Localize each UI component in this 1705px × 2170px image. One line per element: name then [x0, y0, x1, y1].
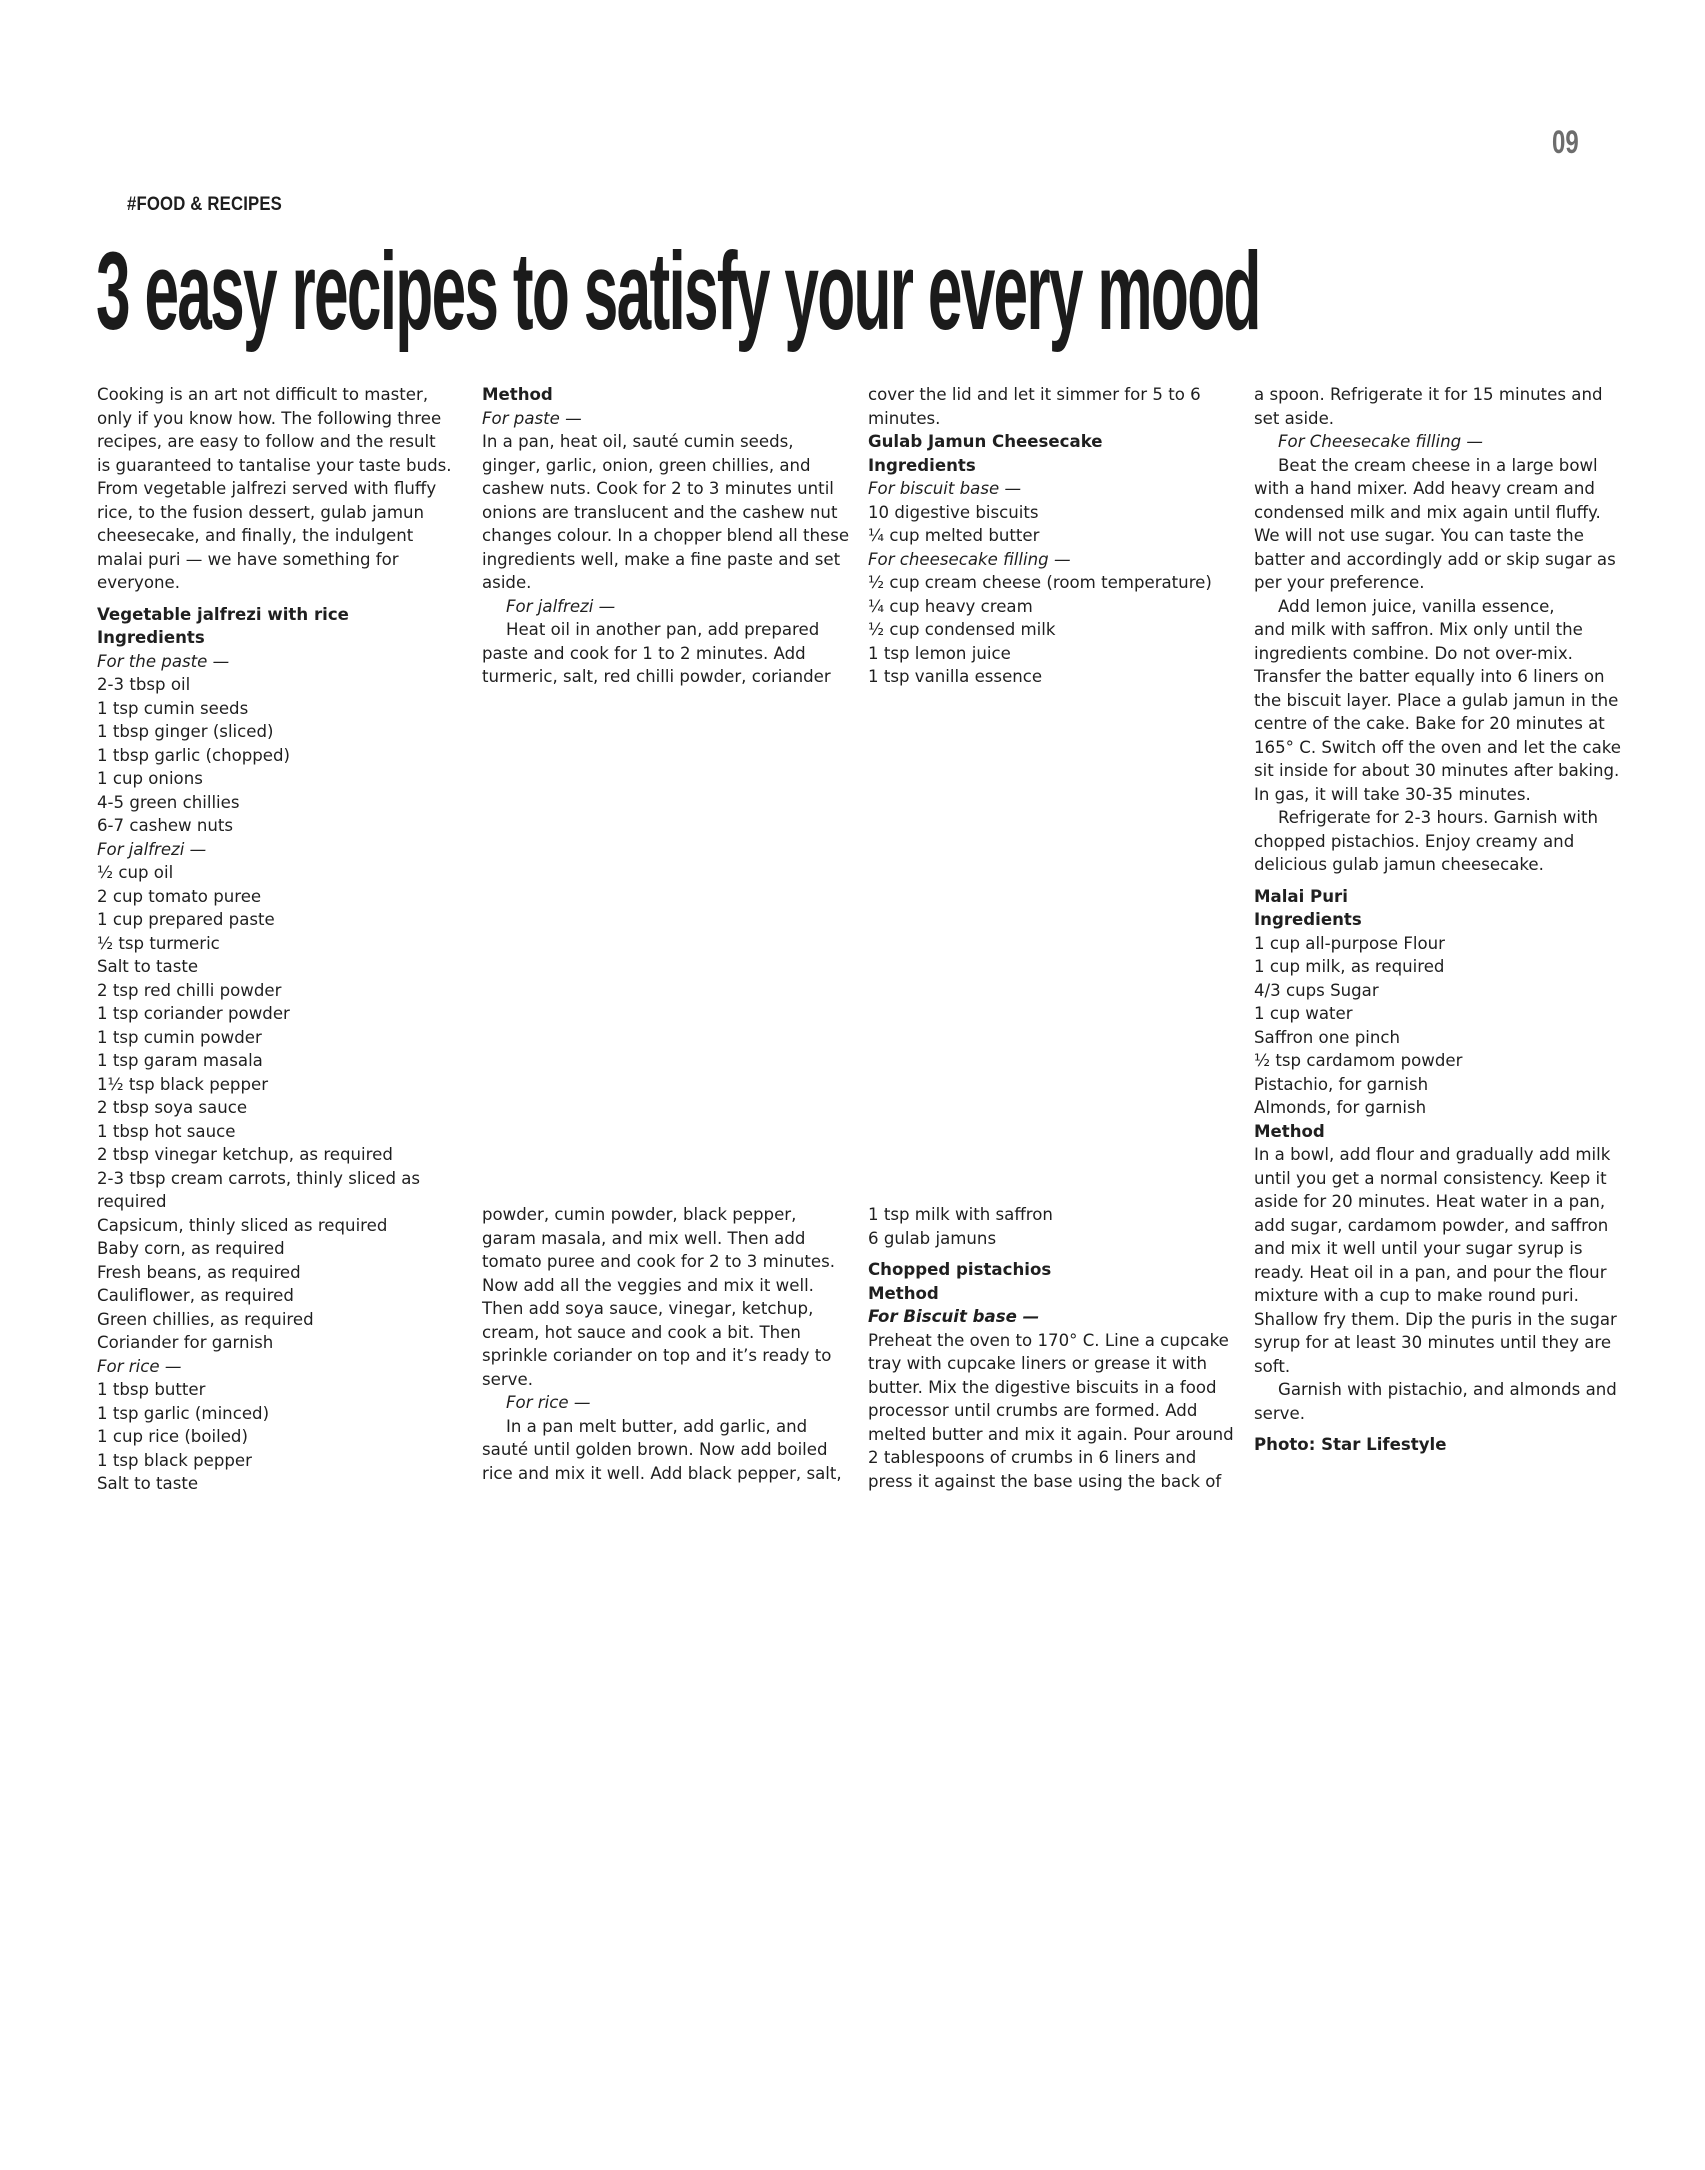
text-line: ingredients well, make a fine paste and set: [482, 549, 841, 569]
column-3-cheesecake-ingredients-top: [868, 383, 1238, 689]
text-line: 4/3 cups Sugar: [1254, 980, 1379, 1000]
text-line: 4-5 green chillies: [97, 792, 240, 812]
text-line: soft.: [1254, 1356, 1291, 1376]
text-line: rice, to the fusion dessert, gulab jamun: [97, 502, 425, 522]
text-line: set aside.: [1254, 408, 1335, 428]
paragraph-gap: [97, 595, 467, 603]
text-line: For rice —: [506, 1393, 591, 1412]
paragraph: [97, 603, 467, 1496]
text-line: aside.: [482, 573, 532, 592]
text-line: For paste —: [482, 408, 582, 428]
text-line: ½ cup cream cheese (room temperature): [868, 573, 1212, 592]
text-line: 1 cup onions: [97, 769, 203, 788]
text-line: ginger, garlic, onion, green chillies, and: [482, 455, 811, 475]
text-line: Beat the cream cheese in a large bowl: [1278, 455, 1598, 475]
text-line: tray with cupcake liners or grease it with: [868, 1354, 1208, 1373]
text-line: 2-3 tbsp oil: [97, 675, 191, 694]
text-line: changes colour. In a chopper blend all these: [482, 526, 850, 545]
text-line: Ingredients: [868, 455, 976, 475]
text-line: Then add soya sauce, vinegar, ketchup,: [482, 1299, 814, 1318]
text-line: Capsicum, thinly sliced as required: [97, 1215, 388, 1235]
column-3-cheesecake-method-bottom: [868, 1203, 1238, 1493]
text-line: Method: [1254, 1121, 1325, 1141]
text-line: syrup for at least 30 minutes until they are: [1254, 1333, 1612, 1352]
text-line: required: [97, 1192, 167, 1211]
text-line: Saffron one pinch: [1254, 1027, 1400, 1047]
column-4-cheesecake-filling-and-malai-puri: [1254, 383, 1624, 1457]
text-line: 1 tsp garam masala: [97, 1051, 263, 1070]
text-line: 1½ tsp black pepper: [97, 1074, 269, 1094]
paragraph-gap: [1254, 877, 1624, 885]
paragraph-gap: [1254, 1425, 1624, 1433]
text-line: For rice —: [97, 1356, 182, 1376]
text-line: cheesecake, and finally, the indulgent: [97, 526, 414, 545]
headline: 3 easy recipes to satisfy your every mood: [96, 230, 1260, 353]
text-line: 1 tsp garlic (minced): [97, 1403, 270, 1423]
text-line: 1 cup milk, as required: [1254, 957, 1445, 976]
text-line: ½ cup oil: [97, 863, 174, 882]
text-line: ¼ cup heavy cream: [868, 596, 1033, 616]
text-line: cover the lid and let it simmer for 5 to 6: [868, 385, 1201, 404]
text-line: 1 tsp cumin seeds: [97, 698, 249, 718]
text-line: paste and cook for 1 to 2 minutes. Add: [482, 643, 806, 663]
text-line: and mix it well until your sugar syrup is: [1254, 1239, 1583, 1258]
text-line: rice and mix it well. Add black pepper, salt,: [482, 1463, 842, 1483]
text-line: Pistachio, for garnish: [1254, 1074, 1429, 1094]
column-2-jalfrezi-method-bottom: [482, 1203, 852, 1485]
text-line: sauté until golden brown. Now add boiled: [482, 1440, 828, 1459]
text-line: serve.: [1254, 1403, 1305, 1423]
text-line: ½ tsp cardamom powder: [1254, 1051, 1463, 1070]
text-line: until you get a normal consistency. Keep it: [1254, 1168, 1607, 1188]
text-line: the biscuit layer. Place a gulab jamun in the: [1254, 690, 1619, 710]
text-line: Transfer the batter equally into 6 liners on: [1254, 667, 1605, 686]
text-line: 2 cup tomato puree: [97, 886, 262, 906]
text-line: Salt to taste: [97, 1474, 199, 1493]
text-line: Photo: Star Lifestyle: [1254, 1435, 1447, 1454]
text-line: Cooking is an art not difficult to master,: [97, 385, 429, 404]
text-line: Fresh beans, as required: [97, 1262, 301, 1282]
text-line: Coriander for garnish: [97, 1333, 274, 1352]
text-line: and milk with saffron. Mix only until the: [1254, 620, 1583, 639]
text-line: Add lemon juice, vanilla essence,: [1278, 596, 1555, 616]
text-line: Almonds, for garnish: [1254, 1098, 1427, 1117]
paragraph: [482, 1203, 852, 1485]
text-line: per your preference.: [1254, 573, 1425, 592]
paragraph: [868, 1203, 1238, 1250]
paragraph: [1254, 1433, 1624, 1457]
text-line: Salt to taste: [97, 957, 199, 976]
text-line: 1 tsp lemon juice: [868, 643, 1011, 663]
text-line: sprinkle coriander on top and it’s ready to: [482, 1346, 832, 1365]
text-line: 1 tsp milk with saffron: [868, 1205, 1053, 1224]
text-line: garam masala, and mix well. Then add: [482, 1228, 806, 1248]
text-line: 1 tsp coriander powder: [97, 1004, 290, 1023]
text-line: For jalfrezi —: [506, 596, 616, 616]
paragraph: [97, 383, 467, 595]
text-line: ready. Heat oil in a pan, and pour the flour: [1254, 1262, 1607, 1282]
text-line: Vegetable jalfrezi with rice: [97, 604, 349, 624]
column-1-intro-and-jalfrezi-ingredients: [97, 383, 467, 1496]
text-line: From vegetable jalfrezi served with fluffy: [97, 479, 437, 498]
text-line: Ingredients: [1254, 910, 1362, 929]
text-line: 1 tsp black pepper: [97, 1450, 252, 1470]
text-line: turmeric, salt, red chilli powder, coriander: [482, 667, 831, 686]
text-line: 10 digestive biscuits: [868, 502, 1039, 522]
text-line: processor until crumbs are formed. Add: [868, 1401, 1198, 1420]
page-number: 09: [1552, 124, 1579, 160]
text-line: For jalfrezi —: [97, 839, 207, 859]
text-line: In a bowl, add flour and gradually add milk: [1254, 1145, 1611, 1164]
text-line: a spoon. Refrigerate it for 15 minutes and: [1254, 385, 1603, 404]
text-line: tomato puree and cook for 2 to 3 minutes.: [482, 1252, 836, 1271]
text-line: Heat oil in another pan, add prepared: [506, 620, 820, 639]
text-line: Now add all the veggies and mix it well.: [482, 1275, 814, 1295]
text-line: recipes, are easy to follow and the result: [97, 432, 436, 451]
text-line: For cheesecake filling —: [868, 549, 1071, 569]
text-line: everyone.: [97, 573, 181, 592]
text-line: mixture with a cup to make round puri.: [1254, 1286, 1579, 1305]
text-line: Gulab Jamun Cheesecake: [868, 432, 1103, 451]
text-line: 6-7 cashew nuts: [97, 816, 234, 835]
text-line: onions are translucent and the cashew nut: [482, 502, 838, 522]
text-line: centre of the cake. Bake for 20 minutes at: [1254, 714, 1605, 733]
text-line: 165° C. Switch off the oven and let the cake: [1254, 737, 1621, 757]
text-line: In a pan, heat oil, sauté cumin seeds,: [482, 432, 794, 451]
paragraph: [1254, 383, 1624, 877]
text-line: Malai Puri: [1254, 886, 1348, 906]
text-line: sit inside for about 30 minutes after baking.: [1254, 761, 1620, 780]
text-line: 1 tbsp hot sauce: [97, 1121, 236, 1141]
text-line: only if you know how. The following three: [97, 408, 442, 428]
text-line: 6 gulab jamuns: [868, 1228, 997, 1248]
text-line: 1 tsp cumin powder: [97, 1027, 262, 1047]
text-line: We will not use sugar. You can taste the: [1254, 526, 1584, 545]
text-line: Cauliflower, as required: [97, 1286, 294, 1305]
text-line: minutes.: [868, 408, 941, 428]
text-line: 1 tbsp ginger (sliced): [97, 722, 274, 741]
text-line: 1 cup prepared paste: [97, 910, 275, 929]
text-line: 1 cup all-purpose Flour: [1254, 933, 1445, 953]
text-line: Baby corn, as required: [97, 1239, 285, 1258]
text-line: 1 cup rice (boiled): [97, 1427, 248, 1446]
text-line: For biscuit base —: [868, 479, 1022, 498]
text-line: Preheat the oven to 170° C. Line a cupcake: [868, 1330, 1229, 1350]
text-line: is guaranteed to tantalise your taste buds.: [97, 455, 452, 475]
text-line: Method: [482, 385, 553, 404]
text-line: 2 tbsp soya sauce: [97, 1098, 248, 1117]
text-line: In gas, it will take 30-35 minutes.: [1254, 784, 1531, 804]
text-line: butter. Mix the digestive biscuits in a food: [868, 1377, 1217, 1397]
text-line: 2 tbsp vinegar ketchup, as required: [97, 1145, 393, 1164]
text-line: 1 tsp vanilla essence: [868, 667, 1043, 686]
text-line: 2 tsp red chilli powder: [97, 980, 282, 1000]
text-line: ½ cup condensed milk: [868, 620, 1056, 639]
paragraph: [868, 1258, 1238, 1493]
text-line: Shallow fry them. Dip the puris in the sugar: [1254, 1309, 1617, 1329]
text-line: condensed milk and mix again until fluffy.: [1254, 502, 1601, 522]
text-line: aside for 20 minutes. Heat water in a pan,: [1254, 1192, 1606, 1211]
text-line: Method: [868, 1283, 939, 1303]
text-line: melted butter and mix it again. Pour around: [868, 1424, 1234, 1444]
text-line: ½ tsp turmeric: [97, 933, 220, 953]
text-line: with a hand mixer. Add heavy cream and: [1254, 479, 1595, 498]
text-line: add sugar, cardamom powder, and saffron: [1254, 1215, 1609, 1235]
text-line: For the paste —: [97, 651, 230, 671]
text-line: For Biscuit base —: [868, 1307, 1040, 1326]
text-line: malai puri — we have something for: [97, 549, 399, 569]
text-line: 1 tbsp garlic (chopped): [97, 745, 291, 765]
text-line: Refrigerate for 2-3 hours. Garnish with: [1278, 808, 1598, 827]
text-line: delicious gulab jamun cheesecake.: [1254, 855, 1544, 874]
text-line: cream, hot sauce and cook a bit. Then: [482, 1322, 801, 1342]
text-line: press it against the base using the back of: [868, 1471, 1222, 1491]
paragraph: [868, 383, 1238, 689]
text-line: 2 tablespoons of crumbs in 6 liners and: [868, 1448, 1197, 1467]
text-line: In a pan melt butter, add garlic, and: [506, 1416, 808, 1436]
text-line: ingredients combine. Do not over-mix.: [1254, 643, 1573, 663]
text-line: cashew nuts. Cook for 2 to 3 minutes until: [482, 479, 834, 498]
paragraph: [482, 383, 852, 689]
text-line: Garnish with pistachio, and almonds and: [1278, 1380, 1617, 1399]
text-line: 2-3 tbsp cream carrots, thinly sliced as: [97, 1168, 421, 1188]
text-line: 1 tbsp butter: [97, 1380, 206, 1399]
text-line: Chopped pistachios: [868, 1260, 1052, 1279]
paragraph-gap: [868, 1250, 1238, 1258]
text-line: Green chillies, as required: [97, 1309, 314, 1329]
paragraph: [1254, 885, 1624, 1426]
text-line: Ingredients: [97, 628, 205, 647]
section-tag: #FOOD & RECIPES: [127, 194, 283, 215]
text-line: powder, cumin powder, black pepper,: [482, 1205, 797, 1224]
text-line: batter and accordingly add or skip sugar as: [1254, 549, 1616, 569]
text-line: 1 cup water: [1254, 1004, 1353, 1023]
text-line: chopped pistachios. Enjoy creamy and: [1254, 831, 1575, 851]
column-2-jalfrezi-method-top: [482, 383, 852, 689]
text-line: For Cheesecake filling —: [1278, 432, 1484, 451]
text-line: serve.: [482, 1369, 533, 1389]
text-line: ¼ cup melted butter: [868, 526, 1040, 545]
